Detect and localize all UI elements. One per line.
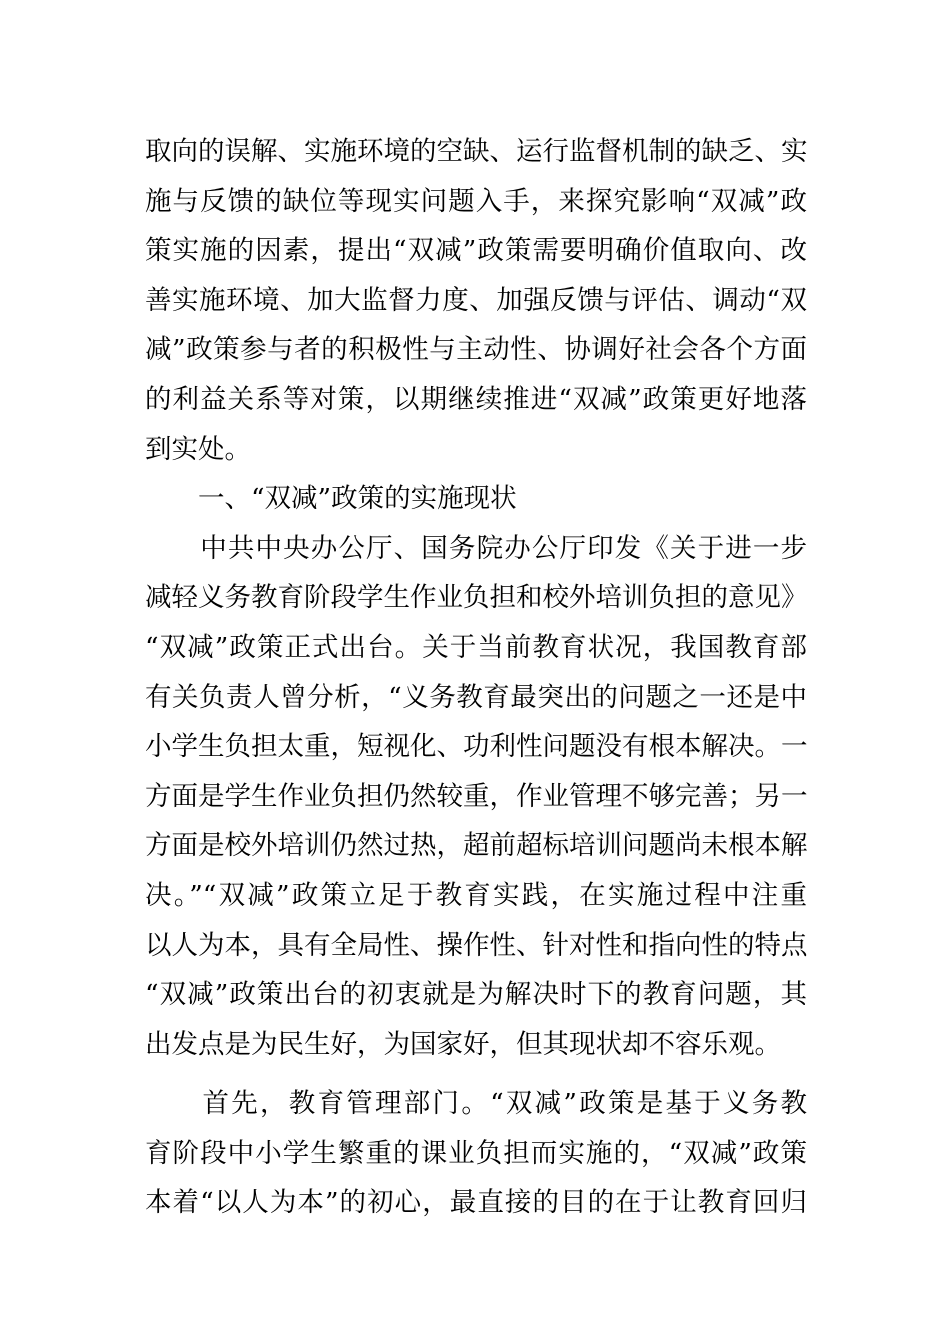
text-line: 本着“以人为本”的初心，最直接的目的在于让教育回归 — [145, 1187, 807, 1219]
text-line: “双减”政策正式出台。关于当前教育状况，我国教育部 — [145, 631, 807, 663]
paragraph-spacer — [145, 1069, 807, 1079]
text-line: 首先，教育管理部门。“双减”政策是基于义务教 — [145, 1088, 807, 1120]
text-line: 方面是学生作业负担仍然较重，作业管理不够完善；另一 — [145, 780, 807, 812]
section-heading-text: 一、“双减”政策的实施现状 — [145, 483, 517, 515]
text-line: 策实施的因素，提出“双减”政策需要明确价值取向、改 — [145, 235, 807, 267]
paragraph-policy-status — [145, 524, 807, 1070]
text-line: 到实处。 — [145, 433, 251, 465]
text-line: 有关负责人曾分析，“义务教育最突出的问题之一还是中 — [145, 681, 807, 713]
text-line: 育阶段中小学生繁重的课业负担而实施的，“双减”政策 — [145, 1137, 807, 1169]
text-line: 以人为本，具有全局性、操作性、针对性和指向性的特点 — [145, 929, 807, 961]
text-line: 取向的误解、实施环境的空缺、运行监督机制的缺乏、实 — [145, 136, 807, 167]
text-line: 方面是校外培训仍然过热，超前超标培训问题尚未根本解 — [145, 830, 807, 862]
paragraph-intro-continuation — [145, 127, 807, 474]
text-line: 减”政策参与者的积极性与主动性、协调好社会各个方面 — [145, 334, 807, 366]
section-heading — [145, 474, 807, 524]
text-line: 决。”“双减”政策立足于教育实践，在实施过程中注重 — [145, 879, 807, 911]
document-body — [145, 127, 807, 1228]
text-line: 的利益关系等对策，以期继续推进“双减”政策更好地落 — [145, 383, 807, 415]
text-line: 善实施环境、加大监督力度、加强反馈与评估、调动“双 — [145, 284, 807, 316]
text-line: 出发点是为民生好，为国家好，但其现状却不容乐观。 — [145, 1028, 781, 1060]
text-line: 小学生负担太重，短视化、功利性问题没有根本解决。一 — [145, 731, 807, 763]
text-line: 施与反馈的缺位等现实问题入手，来探究影响“双减”政 — [145, 185, 807, 217]
paragraph-education-management — [145, 1079, 807, 1228]
text-line: 中共中央办公厅、国务院办公厅印发《关于进一步 — [145, 532, 807, 564]
text-line: “双减”政策出台的初衷就是为解决时下的教育问题，其 — [145, 979, 807, 1011]
text-line: 减轻义务教育阶段学生作业负担和校外培训负担的意见》 — [145, 582, 807, 614]
